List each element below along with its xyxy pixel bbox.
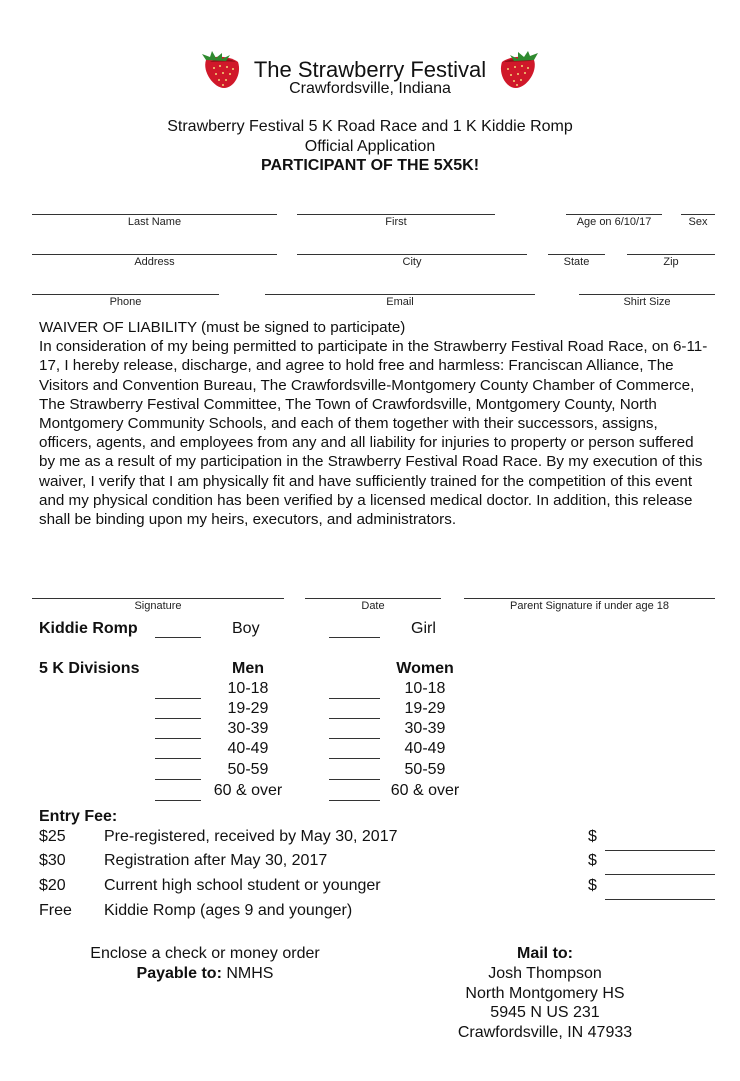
address-field[interactable] bbox=[32, 254, 277, 255]
fee-amount: Free bbox=[39, 902, 72, 919]
shirt-size-label: Shirt Size bbox=[623, 296, 671, 308]
men-age: 10-18 bbox=[227, 680, 269, 697]
mail-to-label: Mail to: bbox=[517, 945, 573, 962]
fee-total-field[interactable] bbox=[605, 899, 715, 900]
kiddie-girl-label: Girl bbox=[411, 620, 436, 637]
women-age: 40-49 bbox=[404, 740, 446, 757]
waiver-section bbox=[39, 318, 711, 529]
men-30-39-blank[interactable] bbox=[155, 738, 201, 739]
kiddie-boy-label: Boy bbox=[232, 620, 260, 637]
men-header: Men bbox=[232, 660, 264, 677]
parent-signature-label: Parent Signature if under age 18 bbox=[509, 600, 669, 612]
women-19-29-blank[interactable] bbox=[329, 718, 380, 719]
women-age: 30-39 bbox=[404, 720, 446, 737]
state-field[interactable] bbox=[548, 254, 605, 255]
zip-label: Zip bbox=[663, 256, 679, 268]
age-field[interactable] bbox=[566, 214, 662, 215]
women-10-18-blank[interactable] bbox=[329, 698, 380, 699]
payable-line bbox=[60, 965, 350, 983]
email-field[interactable] bbox=[265, 294, 535, 295]
shirt-size-field[interactable] bbox=[579, 294, 715, 295]
fee-currency: $ bbox=[588, 828, 597, 845]
mail-address-line: 5945 N US 231 bbox=[490, 1004, 600, 1021]
sex-field[interactable] bbox=[681, 214, 715, 215]
fee-currency: $ bbox=[588, 852, 597, 869]
form-type: Official Application bbox=[304, 138, 436, 155]
men-age: 30-39 bbox=[227, 720, 269, 737]
fee-amount: $25 bbox=[39, 828, 66, 845]
women-age: 10-18 bbox=[404, 680, 446, 697]
women-60-over-blank[interactable] bbox=[329, 800, 380, 801]
age-label: Age on 6/10/17 bbox=[576, 216, 652, 228]
payable-to: NMHS bbox=[226, 965, 274, 982]
waiver-heading: WAIVER OF LIABILITY (must be signed to participate) bbox=[39, 319, 406, 336]
payable-label: Payable to: bbox=[136, 965, 222, 982]
fee-description: Current high school student or younger bbox=[104, 877, 381, 894]
entry-fee-heading: Entry Fee: bbox=[39, 808, 118, 825]
fee-description: Pre-registered, received by May 30, 2017 bbox=[104, 828, 398, 845]
men-age: 50-59 bbox=[227, 761, 269, 778]
men-age: 60 & over bbox=[213, 782, 283, 799]
women-50-59-blank[interactable] bbox=[329, 779, 380, 780]
last-name-field[interactable] bbox=[32, 214, 277, 215]
women-header: Women bbox=[396, 660, 454, 677]
first-name-field[interactable] bbox=[297, 214, 495, 215]
zip-field[interactable] bbox=[627, 254, 715, 255]
kiddie-boy-blank[interactable] bbox=[155, 637, 201, 638]
fee-currency: $ bbox=[588, 877, 597, 894]
date-field[interactable] bbox=[305, 598, 441, 599]
women-age: 19-29 bbox=[404, 700, 446, 717]
kiddie-girl-blank[interactable] bbox=[329, 637, 380, 638]
phone-label: Phone bbox=[109, 296, 142, 308]
men-40-49-blank[interactable] bbox=[155, 758, 201, 759]
women-30-39-blank[interactable] bbox=[329, 738, 380, 739]
state-label: State bbox=[563, 256, 590, 268]
women-age: 60 & over bbox=[390, 782, 460, 799]
divisions-label: 5 K Divisions bbox=[39, 660, 140, 677]
city-label: City bbox=[402, 256, 422, 268]
men-50-59-blank[interactable] bbox=[155, 779, 201, 780]
fee-description: Registration after May 30, 2017 bbox=[104, 852, 328, 869]
kiddie-romp-label: Kiddie Romp bbox=[39, 620, 138, 637]
women-age: 50-59 bbox=[404, 761, 446, 778]
date-label: Date bbox=[361, 600, 385, 612]
fee-amount: $30 bbox=[39, 852, 66, 869]
email-label: Email bbox=[386, 296, 414, 308]
men-age: 19-29 bbox=[227, 700, 269, 717]
fee-description: Kiddie Romp (ages 9 and younger) bbox=[104, 902, 353, 919]
mail-address-line: Crawfordsville, IN 47933 bbox=[457, 1024, 633, 1041]
waiver-text: In consideration of my being permitted to participate in the Strawberry Festival Road Race, on 6-11-17, I hereby release, discharge, and agree to hold free and harmless: Franciscan Alliance, The Visitors and Convention Bureau, The Crawfordsville-Montgomery County Chamber of Commerce, The Strawberry Festival Committee, The Town of Crawfordsville, Montgomery County, North Montgomery Community Schools, and each of them together with their successors, assigns, officers, agents, and employees from any and all liability for injuries to property or person suffered by me as a result of my participation in the Strawberry Festival Road Race. By my execution of this waiver, I verify that I am physically fit and have sufficiently trained for the competition of this event and my physical condition has been verified by a licensed medical doctor. In addition, this release shall be binding upon my heirs, executors, and administrators. bbox=[39, 338, 708, 529]
event-line: Strawberry Festival 5 K Road Race and 1 K Kiddie Romp bbox=[167, 118, 573, 135]
page-title: The Strawberry Festival bbox=[253, 57, 487, 82]
address-label: Address bbox=[134, 256, 175, 268]
signature-label: Signature bbox=[134, 600, 182, 612]
signature-field[interactable] bbox=[32, 598, 284, 599]
men-age: 40-49 bbox=[227, 740, 269, 757]
men-60-over-blank[interactable] bbox=[155, 800, 201, 801]
phone-field[interactable] bbox=[32, 294, 219, 295]
mail-address-line: Josh Thompson bbox=[488, 965, 602, 982]
location: Crawfordsville, Indiana bbox=[289, 80, 451, 97]
men-19-29-blank[interactable] bbox=[155, 718, 201, 719]
sex-label: Sex bbox=[688, 216, 708, 228]
first-name-label: First bbox=[385, 216, 407, 228]
parent-signature-field[interactable] bbox=[464, 598, 715, 599]
payment-instruction: Enclose a check or money order bbox=[90, 945, 320, 962]
fee-amount: $20 bbox=[39, 877, 66, 894]
women-40-49-blank[interactable] bbox=[329, 758, 380, 759]
last-name-label: Last Name bbox=[127, 216, 182, 228]
men-10-18-blank[interactable] bbox=[155, 698, 201, 699]
fee-total-field[interactable] bbox=[605, 850, 715, 851]
city-field[interactable] bbox=[297, 254, 527, 255]
fee-total-field[interactable] bbox=[605, 874, 715, 875]
mail-address-line: North Montgomery HS bbox=[465, 985, 625, 1002]
tagline: PARTICIPANT OF THE 5X5K! bbox=[260, 157, 480, 174]
